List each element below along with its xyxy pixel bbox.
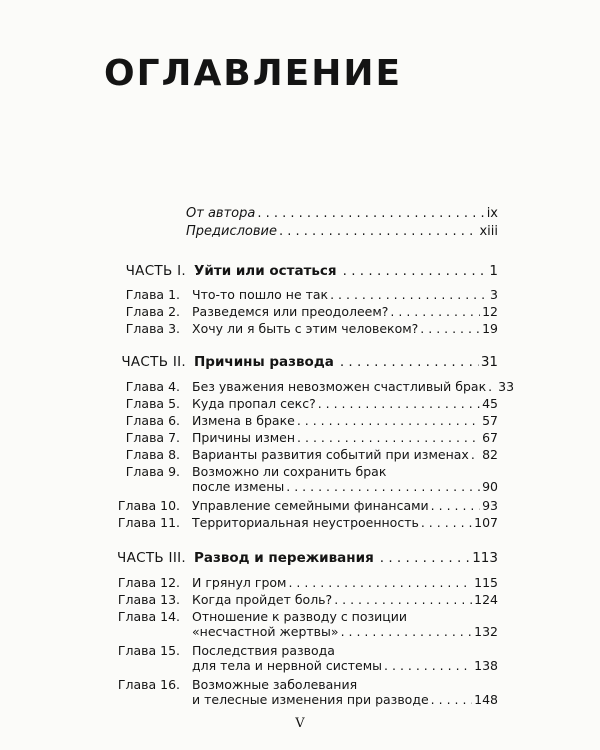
page-number: 31 xyxy=(480,354,498,370)
toc-chapter-entry[interactable] xyxy=(106,287,498,302)
toc-chapter-entry[interactable] xyxy=(106,677,498,707)
dot-leader xyxy=(431,692,472,707)
page-number: 57 xyxy=(482,413,498,428)
part-title: Уйти или остаться xyxy=(194,263,337,279)
page-number: 82 xyxy=(482,447,498,462)
chapter-label: Глава 8. xyxy=(125,447,180,462)
toc-front-entry[interactable] xyxy=(186,205,498,222)
toc-chapter-entry[interactable] xyxy=(106,304,498,319)
toc-chapter-entry[interactable] xyxy=(106,430,498,445)
toc-chapter-entry[interactable] xyxy=(106,498,498,513)
chapter-title: Территориальная неустроенность xyxy=(192,515,419,530)
toc-chapter-entry[interactable] xyxy=(106,464,498,494)
dot-leader xyxy=(297,413,480,428)
chapter-label: Глава 7. xyxy=(125,430,180,445)
page-number: 124 xyxy=(474,592,498,607)
dot-leader xyxy=(257,205,484,222)
dot-leader xyxy=(340,353,479,371)
chapter-title: Последствия развода xyxy=(192,643,335,658)
dot-leader xyxy=(288,575,472,590)
chapter-label: Глава 1. xyxy=(125,287,180,302)
chapter-label: Глава 16. xyxy=(117,677,180,692)
dot-leader xyxy=(471,447,480,462)
page-number: 67 xyxy=(482,430,498,445)
chapter-label: Глава 2. xyxy=(125,304,180,319)
chapter-title: Управление семейными финансами xyxy=(192,498,429,513)
toc-chapter-entry[interactable] xyxy=(106,575,498,590)
toc-part-heading[interactable] xyxy=(106,262,498,280)
dot-leader xyxy=(341,624,473,639)
toc-chapter-entry[interactable] xyxy=(106,609,498,639)
chapter-label: Глава 10. xyxy=(117,498,180,513)
dot-leader xyxy=(421,515,472,530)
chapter-label: Глава 5. xyxy=(125,396,180,411)
chapter-title: Хочу ли я быть с этим человеком? xyxy=(192,321,419,336)
page-number: 115 xyxy=(474,575,498,590)
dot-leader xyxy=(343,262,488,280)
page-number: 90 xyxy=(482,479,498,494)
page-number: 19 xyxy=(482,321,498,336)
page-number: 12 xyxy=(482,304,498,319)
chapter-label: Глава 14. xyxy=(117,609,180,624)
toc-chapter-entry[interactable] xyxy=(106,592,498,607)
toc-chapter-entry[interactable] xyxy=(106,643,498,673)
chapter-title: Возможные заболевания xyxy=(192,677,358,692)
dot-leader xyxy=(318,396,480,411)
chapter-label: Глава 9. xyxy=(125,464,180,479)
chapter-label: Глава 13. xyxy=(117,592,180,607)
toc-chapter-entry[interactable] xyxy=(106,396,498,411)
chapter-title: Возможно ли сохранить брак xyxy=(192,464,387,479)
dot-leader xyxy=(334,592,472,607)
chapter-title-continued: для тела и нервной системы xyxy=(192,658,383,673)
page-number: 3 xyxy=(490,287,498,302)
toc-chapter-entry[interactable] xyxy=(106,515,498,530)
page-number: 107 xyxy=(474,515,498,530)
part-label: ЧАСТЬ II. xyxy=(121,354,186,370)
chapter-label: Глава 12. xyxy=(117,575,180,590)
part-label: ЧАСТЬ III. xyxy=(117,550,186,566)
toc-chapter-entry[interactable] xyxy=(106,413,498,428)
dot-leader xyxy=(297,430,480,445)
page-number: 33 xyxy=(498,379,515,394)
chapter-title: Что-то пошло не так xyxy=(192,287,329,302)
front-entry-title: Предисловие xyxy=(186,224,277,239)
chapter-title: Измена в браке xyxy=(192,413,295,428)
page-title: ОГЛАВЛЕНИЕ xyxy=(104,53,403,94)
chapter-label: Глава 3. xyxy=(125,321,180,336)
page-number: 132 xyxy=(474,624,498,639)
toc-chapter-entry[interactable] xyxy=(106,447,498,462)
toc-front-entry[interactable] xyxy=(186,223,498,240)
part-label: ЧАСТЬ I. xyxy=(125,263,186,279)
chapter-label: Глава 4. xyxy=(125,379,180,394)
chapter-label: Глава 15. xyxy=(117,643,180,658)
dot-leader xyxy=(286,479,480,494)
part-title: Причины развода xyxy=(194,354,334,370)
page-number: ix xyxy=(486,206,498,221)
page-number: 93 xyxy=(482,498,498,513)
page-number: 113 xyxy=(472,550,498,566)
dot-leader xyxy=(488,379,496,394)
chapter-title: Без уважения невозможен счастливый брак xyxy=(192,379,487,394)
page-number: 45 xyxy=(482,396,498,411)
page-number: 148 xyxy=(474,692,498,707)
dot-leader xyxy=(384,658,472,673)
front-entry-title: От автора xyxy=(186,206,256,221)
toc-chapter-entry[interactable] xyxy=(106,321,498,336)
chapter-title: И грянул гром xyxy=(192,575,287,590)
page-folio: V xyxy=(295,716,305,731)
part-title: Развод и переживания xyxy=(194,550,374,566)
dot-leader xyxy=(380,549,470,567)
chapter-title: Причины измен xyxy=(192,430,296,445)
chapter-title: Когда пройдет боль? xyxy=(192,592,333,607)
dot-leader xyxy=(420,321,480,336)
toc-part-heading[interactable] xyxy=(106,353,498,371)
dot-leader xyxy=(431,498,480,513)
chapter-title: Варианты развития событий при изменах xyxy=(192,447,469,462)
chapter-title: Разведемся или преодолеем? xyxy=(192,304,389,319)
chapter-title-continued: «несчастной жертвы» xyxy=(192,624,339,639)
chapter-label: Глава 11. xyxy=(117,515,180,530)
dot-leader xyxy=(390,304,480,319)
page-number: xiii xyxy=(479,224,498,239)
page-number: 138 xyxy=(474,658,498,673)
chapter-title-continued: после измены xyxy=(192,479,285,494)
dot-leader xyxy=(330,287,488,302)
toc-chapter-entry[interactable] xyxy=(106,379,515,394)
chapter-title: Куда пропал секс? xyxy=(192,396,316,411)
chapter-title: Отношение к разводу с позиции xyxy=(192,609,408,624)
chapter-title-continued: и телесные изменения при разводе xyxy=(192,692,429,707)
page-number: 1 xyxy=(489,263,498,279)
toc-part-heading[interactable] xyxy=(106,549,498,567)
chapter-label: Глава 6. xyxy=(125,413,180,428)
dot-leader xyxy=(279,223,477,240)
